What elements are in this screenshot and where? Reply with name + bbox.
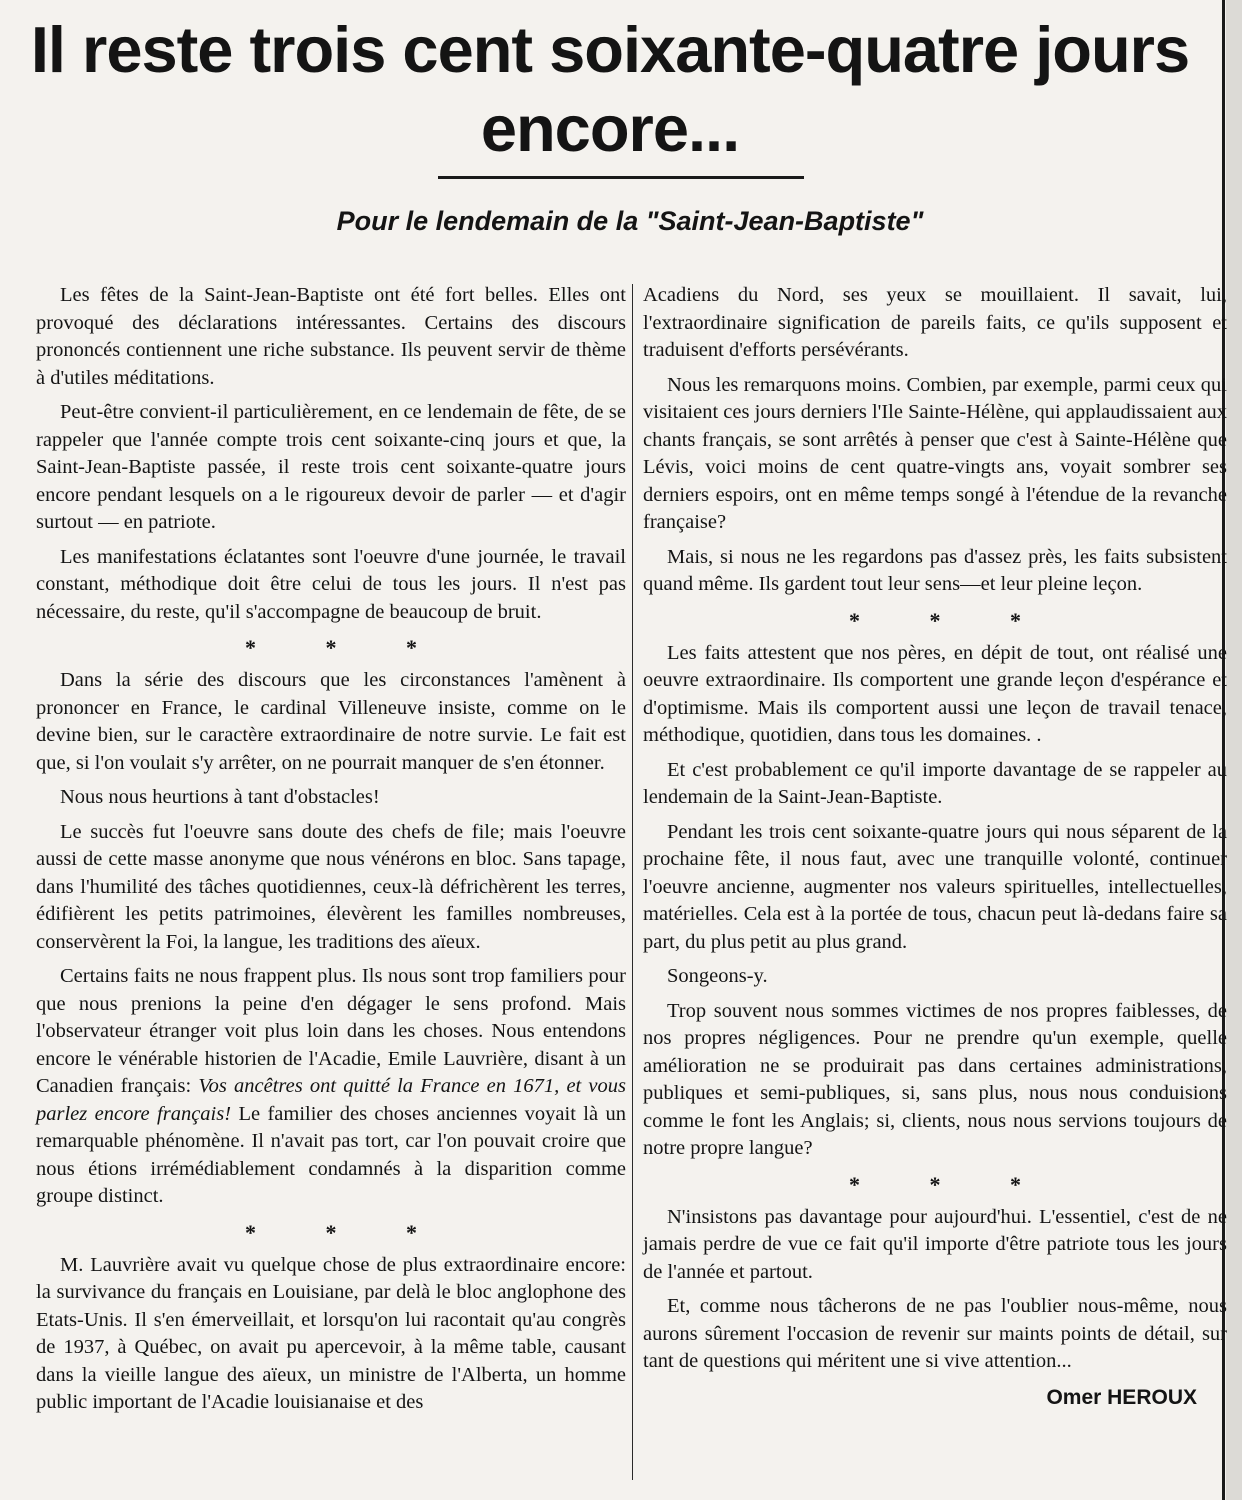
- paragraph-text: Certains faits ne nous frappent plus. Ils nous sont trop familiers pour que nous prenions la peine d'en dégager le sens profond. Mais l'observateur étranger voit plus loin dans les choses. Nous entendons encore le vénérable historien de l'Acadie, Emile Lauvrière, disant à un Canadien français:: [36, 965, 626, 1097]
- section-separator: * * *: [849, 1171, 1053, 1197]
- paragraph: Nous les remarquons moins. Combien, par exemple, parmi ceux qui visitaient ces jours derniers l'Ile Sainte-Hélène, qui applaudissaient aux chants français, se sont arrêtés à penser que c'est à Sainte-Hélène que Lévis, voici moins de cent quatre-vingts ans, voyait sombrer ses derniers espoirs, ont en même temps songé à l'étendue de la revanche française?: [643, 373, 1227, 533]
- subheadline: Pour le lendemain de la "Saint-Jean-Baptiste": [336, 206, 924, 236]
- paragraph: Songeons-y.: [667, 965, 768, 987]
- column-divider: [632, 284, 633, 1480]
- adjacent-column-bleed: [1226, 0, 1242, 1500]
- paragraph: Trop souvent nous sommes victimes de nos propres faiblesses, de nos propres négligences. Pour ne prendre qu'un exemple, quelle amélioration ne se produirait pas dans certaines administrations, publiques et semi-publiques, si, sans plus, nous nous conduisions comme le font les Anglais; si, clients, nous nous servions toujours de notre propre langue?: [643, 999, 1227, 1159]
- section-separator: * * *: [245, 635, 449, 660]
- author-signature: Omer HEROUX: [1046, 1385, 1197, 1409]
- paragraph: Les manifestations éclatantes sont l'oeuvre d'une journée, le travail constant, méthodique doit être celui de tous les jours. Il n'est pas nécessaire, du reste, qu'il s'accompagne de beaucoup de bruit.: [36, 545, 626, 623]
- right-column: [643, 282, 1227, 1411]
- headline-rule: [438, 176, 804, 179]
- paragraph: Les faits attestent que nos pères, en dépit de tout, ont réalisé une oeuvre extraordinaire. Ils comportent une grande leçon d'espérance et d'optimisme. Mais ils comportent aussi une leçon de travail tenace, méthodique, quotidien, dans tous les domaines. .: [643, 641, 1227, 746]
- paragraph: N'insistons pas davantage pour aujourd'hui. L'essentiel, c'est de ne jamais perdre de vue ce fait qu'il importe d'être patriote tous les jours de l'année et partout.: [643, 1205, 1227, 1283]
- paragraph: Nous nous heurtions à tant d'obstacles!: [60, 786, 380, 808]
- paragraph: [36, 963, 626, 1211]
- section-separator: * * *: [849, 607, 1053, 633]
- paragraph: Et c'est probablement ce qu'il importe davantage de se rappeler au lendemain de la Saint-Jean-Baptiste.: [643, 758, 1227, 808]
- paragraph: Peut-être convient-il particulièrement, en ce lendemain de fête, de se rappeler que l'année compte trois cent soixante-cinq jours et que, la Saint-Jean-Baptiste passée, il reste trois cent soixante-quatre jours encore pendant lesquels on a le rigoureux devoir de parler — et d'agir surtout — en patriote.: [36, 401, 626, 533]
- quoted-phrase: Vos ancêtres ont quitté la France en 1671, et vous parlez encore français!: [36, 1075, 626, 1125]
- paragraph: Mais, si nous ne les regardons pas d'assez près, les faits subsistent quand même. Ils gardent tout leur sens—et leur pleine leçon.: [643, 545, 1227, 595]
- paragraph: Pendant les trois cent soixante-quatre jours qui nous séparent de la prochaine fête, il nous faut, avec une tranquille volonté, continuer l'oeuvre ancienne, augmenter nos valeurs spirituelles, intellectuelles, matérielles. Cela est à la portée de tous, chacun peut là-dedans faire sa part, du plus petit au plus grand.: [643, 820, 1227, 953]
- paragraph: Acadiens du Nord, ses yeux se mouillaient. Il savait, lui, l'extraordinaire signification de pareils faits, ce qu'ils supposent et traduisent d'efforts persévérants.: [643, 284, 1227, 361]
- paragraph-text: Le familier des choses anciennes voyait là un remarquable phénomène. Il n'avait pas tort, car l'on pouvait croire que nous étions irrémédiablement condamnés à la disparition comme groupe distinct.: [36, 1102, 626, 1207]
- headline: Il reste trois cent soixante-quatre jours encore...: [30, 13, 1190, 165]
- paragraph: Les fêtes de la Saint-Jean-Baptiste ont été fort belles. Elles ont provoqué des déclarations intéressantes. Certains des discours prononcés contiennent une riche substance. Ils peuvent servir de thème à d'utiles méditations.: [36, 284, 626, 389]
- paragraph: Dans la série des discours que les circonstances l'amènent à prononcer en France, le cardinal Villeneuve insiste, comme on le devine bien, sur le caractère extraordinaire de notre survie. Le fait est que, si l'on voulait s'y arrêter, on ne pourrait manquer de s'en étonner.: [36, 669, 626, 774]
- paragraph: Et, comme nous tâcherons de ne pas l'oublier nous-même, nous aurons sûrement l'occasion de revenir sur maints points de détail, sur tant de questions qui méritent une si vive attention...: [643, 1295, 1227, 1372]
- paragraph: Le succès fut l'oeuvre sans doute des chefs de file; mais l'oeuvre aussi de cette masse anonyme que nous vénérons en bloc. Sans tapage, dans l'humilité des tâches quotidiennes, ceux-là défrichèrent les terres, édifièrent les petits patrimoines, élevèrent les familles nombreuses, conservèrent la Foi, la langue, les traditions des aïeux.: [36, 820, 626, 953]
- paragraph: M. Lauvrière avait vu quelque chose de plus extraordinaire encore: la survivance du français en Louisiane, par delà le bloc anglophone des Etats-Unis. Il s'en émerveillait, et lorsqu'on lui racontait qu'au congrès de 1937, à Québec, on avait pu apercevoir, à la même table, causant dans la vieille langue des aïeux, un ministre de l'Alberta, un homme public important de l'Acadie louisianaise et des: [36, 1253, 626, 1413]
- section-separator: * * *: [245, 1219, 449, 1245]
- left-column: [36, 282, 626, 1424]
